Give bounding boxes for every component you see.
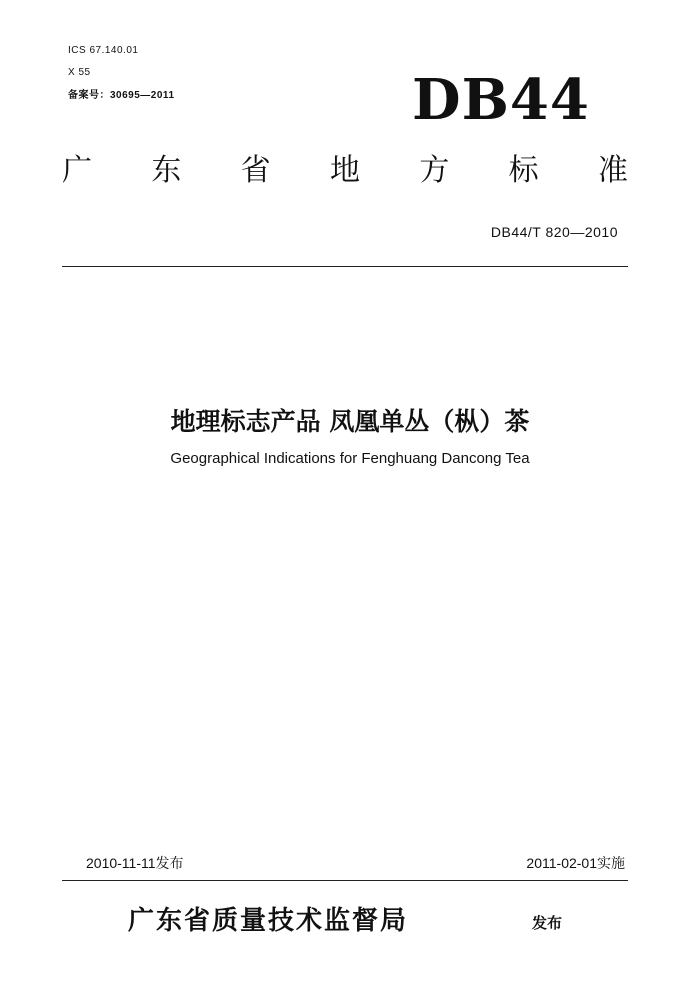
standard-number: DB44/T 820—2010: [490, 224, 618, 240]
classification-code: X 55: [68, 67, 91, 78]
ics-code: ICS 67.140.01: [68, 45, 139, 56]
standard-type-heading: [62, 153, 628, 188]
standard-type-char: 东: [151, 153, 182, 188]
implementation-date: 2011-02-01实施: [526, 855, 625, 871]
standard-type-char: 标: [508, 153, 539, 188]
issuing-authority: 广东省质量技术监督局: [128, 906, 409, 936]
bottom-divider: [62, 880, 628, 881]
document-title-chinese: 地理标志产品 凤凰单丛（枞）茶: [170, 407, 530, 436]
top-divider: [62, 266, 628, 267]
standard-type-char: 准: [597, 153, 628, 188]
standard-type-char: 省: [240, 153, 271, 188]
issue-date: 2010-11-11发布: [86, 855, 184, 871]
standard-type-char: 广: [62, 153, 92, 188]
standard-code-logo: DB44: [412, 67, 590, 133]
document-title-english: Geographical Indications for Fenghuang Dancong Tea: [170, 450, 530, 467]
standard-type-char: 方: [419, 153, 450, 188]
standard-type-char: 地: [329, 153, 360, 188]
issue-label: 发布: [532, 914, 563, 932]
filing-number: 备案号：30695—2011: [68, 90, 175, 101]
